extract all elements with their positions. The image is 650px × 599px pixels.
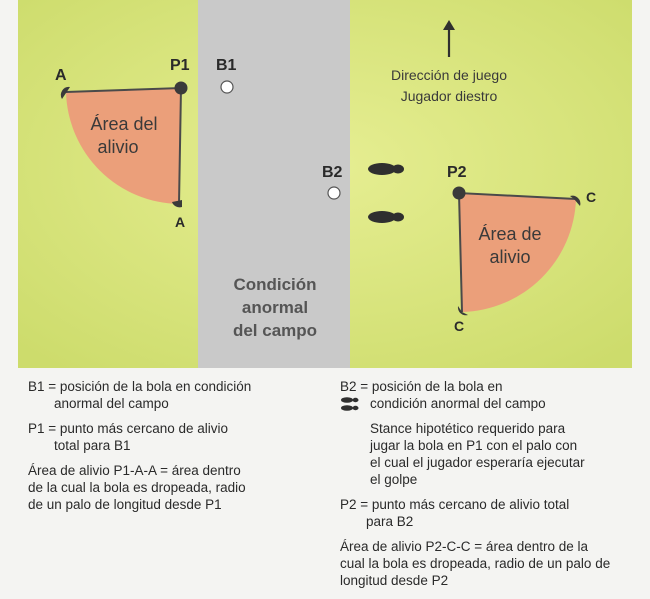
ball-b1 — [221, 81, 233, 93]
relief-area-2-label-line2: alivio — [489, 247, 531, 267]
legend-area2-line2: cual la bola es dropeada, radio de un palo de — [340, 556, 611, 571]
point-p1 — [175, 82, 188, 95]
direction-label-line1: Dirección de juego — [391, 67, 507, 83]
legend-b2-line1: B2 = posición de la bola en — [340, 379, 503, 394]
relief-area-1-label-line2: alivio — [97, 137, 139, 157]
legend-area1 — [28, 462, 318, 513]
legend-area1-line2: de la cual la bola es dropeada, radio — [28, 480, 246, 495]
label-c-bottom: C — [454, 318, 465, 334]
legend-left — [28, 378, 318, 521]
abnormal-label-line1: Condición — [233, 275, 317, 294]
legend-stance-line1: Stance hipotético requerido para — [370, 421, 566, 436]
legend-area2-line1: Área de alivio P2-C-C = área dentro de la — [340, 539, 589, 554]
legend-b1-line2: anormal del campo — [54, 396, 169, 411]
point-p2 — [453, 187, 466, 200]
legend-stance-line4: el golpe — [370, 472, 418, 487]
legend-b2-line2: condición anormal del campo — [370, 396, 546, 411]
relief-area-1-label-line1: Área del — [90, 114, 158, 134]
legend-stance-line3: el cual el jugador esperaría ejecutar — [370, 455, 585, 470]
legend-b2-row2 — [340, 395, 640, 412]
ball-b2 — [328, 187, 340, 199]
abnormal-label-line3: del campo — [232, 321, 318, 340]
legend-p2-line1: P2 = punto más cercano de alivio total — [340, 497, 570, 512]
legend-area1-line1: Área de alivio P1-A-A = área dentro — [28, 463, 241, 478]
label-a-top: A — [55, 67, 67, 84]
footprints-icon — [340, 395, 370, 412]
label-b1: B1 — [216, 57, 237, 74]
legend-area2-line3: longitud desde P2 — [340, 573, 449, 588]
legend-p1-line2: total para B1 — [54, 438, 131, 453]
legend-p2-line2: para B2 — [366, 514, 414, 529]
label-p2: P2 — [447, 164, 467, 181]
legend-area1-line3: de un palo de longitud desde P1 — [28, 497, 222, 512]
relief-area-2-label-line1: Área de — [478, 224, 542, 244]
label-p1: P1 — [170, 57, 190, 74]
legend-stance — [340, 420, 640, 488]
abnormal-label-line2: anormal — [241, 298, 309, 317]
label-b2: B2 — [322, 164, 343, 181]
legend-b1-line1: B1 = posición de la bola en condición — [28, 379, 252, 394]
legend-p2 — [340, 496, 640, 530]
label-a-bottom: A — [175, 214, 186, 230]
legend-b1 — [28, 378, 318, 412]
direction-label-line2: Jugador diestro — [400, 88, 498, 104]
legend-p1-line1: P1 = punto más cercano de alivio — [28, 421, 228, 436]
legend-b2 — [340, 378, 640, 412]
legend-area2 — [340, 538, 640, 589]
legend-stance-line2: jugar la bola en P1 con el palo con — [370, 438, 578, 453]
legend-right — [340, 378, 640, 597]
label-c-right: C — [586, 189, 597, 205]
legend-p1 — [28, 420, 318, 454]
